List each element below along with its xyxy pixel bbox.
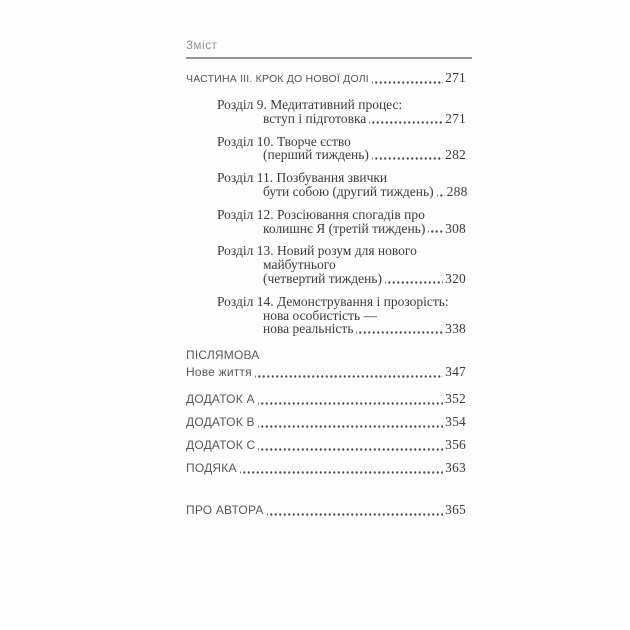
dot-leader xyxy=(372,148,443,162)
back-matter-entry xyxy=(186,414,466,430)
toc-content xyxy=(186,40,472,518)
toc-entry-text: (четвертий тиждень) xyxy=(263,270,382,286)
toc-entry-line xyxy=(263,148,466,162)
toc-chapter-entry xyxy=(186,135,466,163)
toc-entry-line xyxy=(263,272,466,286)
dot-leader xyxy=(258,437,443,453)
back-matter-label: ДОДАТОК C xyxy=(186,438,256,453)
toc-chapter-entry xyxy=(186,295,466,336)
page-number: 271 xyxy=(445,110,466,126)
toc-entry-line: Розділ 11. Позбування звички xyxy=(217,170,388,186)
toc-chapter-entry xyxy=(186,208,466,236)
toc-entry-line xyxy=(263,322,466,336)
page-number: 356 xyxy=(445,437,466,453)
dot-leader xyxy=(255,364,443,380)
page-number: 288 xyxy=(446,183,468,199)
toc-entry-line: Розділ 13. Новий розум для нового xyxy=(217,243,417,259)
toc-entry-text: вступ і підготовка xyxy=(263,110,367,126)
page-number: 271 xyxy=(445,70,466,85)
toc-entry-line xyxy=(263,185,466,199)
page-number: 308 xyxy=(445,220,466,236)
chapter-list xyxy=(186,98,472,336)
running-head-title: Зміст xyxy=(186,40,218,52)
toc-entry-line: Розділ 9. Медитативний процес: xyxy=(217,97,403,112)
page-number: 320 xyxy=(445,270,466,286)
back-matter-list xyxy=(186,348,472,518)
back-matter-label: ПІСЛЯМОВА xyxy=(186,348,260,363)
dot-leader xyxy=(258,414,443,430)
running-head xyxy=(186,40,472,59)
toc-entry-text: колишнє Я (третій тиждень) xyxy=(263,220,426,236)
back-matter-label: Нове життя xyxy=(186,365,252,380)
toc-entry-line: Розділ 10. Творче єство xyxy=(217,133,351,149)
toc-entry-line: нова особистість — xyxy=(263,307,378,323)
toc-part-entry xyxy=(186,71,472,86)
dot-leader xyxy=(385,272,443,286)
back-matter-label: ДОДАТОК B xyxy=(186,415,255,430)
dot-leader xyxy=(372,71,443,86)
page-number: 338 xyxy=(445,321,466,337)
back-matter-label: ПОДЯКА xyxy=(186,461,237,476)
toc-chapter-entry xyxy=(186,171,466,199)
dot-leader xyxy=(437,185,445,199)
dot-leader xyxy=(428,222,443,236)
toc-entry-text: (перший тиждень) xyxy=(263,147,369,163)
back-matter-heading xyxy=(186,348,466,363)
back-matter-label: ПРО АВТОРА xyxy=(186,503,264,518)
toc-entry-line xyxy=(263,112,466,126)
back-matter-entry xyxy=(186,437,466,453)
toc-entry-line xyxy=(263,222,466,236)
dot-leader xyxy=(267,502,444,518)
toc-entry-line: Розділ 14. Демонстрування і прозорість: xyxy=(217,293,449,309)
toc-chapter-entry xyxy=(186,98,466,126)
page-number: 365 xyxy=(445,502,466,518)
back-matter-label: ДОДАТОК A xyxy=(186,392,255,407)
page-number: 354 xyxy=(445,414,466,430)
back-matter-entry xyxy=(186,364,466,380)
toc-entry-line: Розділ 12. Розсіювання спогадів про xyxy=(217,206,425,222)
toc-entry-text: бути собою (другий тиждень) xyxy=(263,183,434,199)
toc-part-label: ЧАСТИНА III. КРОК ДО НОВОЇ ДОЛІ xyxy=(186,73,369,85)
back-matter-entry xyxy=(186,502,466,518)
back-matter-entry xyxy=(186,391,466,407)
page-number: 352 xyxy=(445,391,466,407)
toc-entry-line: майбутнього xyxy=(263,257,336,273)
dot-leader xyxy=(240,460,443,476)
toc-entry-text: нова реальність xyxy=(263,321,354,337)
toc-chapter-entry xyxy=(186,244,466,285)
back-matter-entry xyxy=(186,460,466,476)
page-number: 347 xyxy=(445,364,466,380)
dot-leader xyxy=(356,322,443,336)
dot-leader xyxy=(258,391,443,407)
dot-leader xyxy=(369,112,443,126)
page-number: 363 xyxy=(445,460,466,476)
page-number: 282 xyxy=(445,147,466,163)
